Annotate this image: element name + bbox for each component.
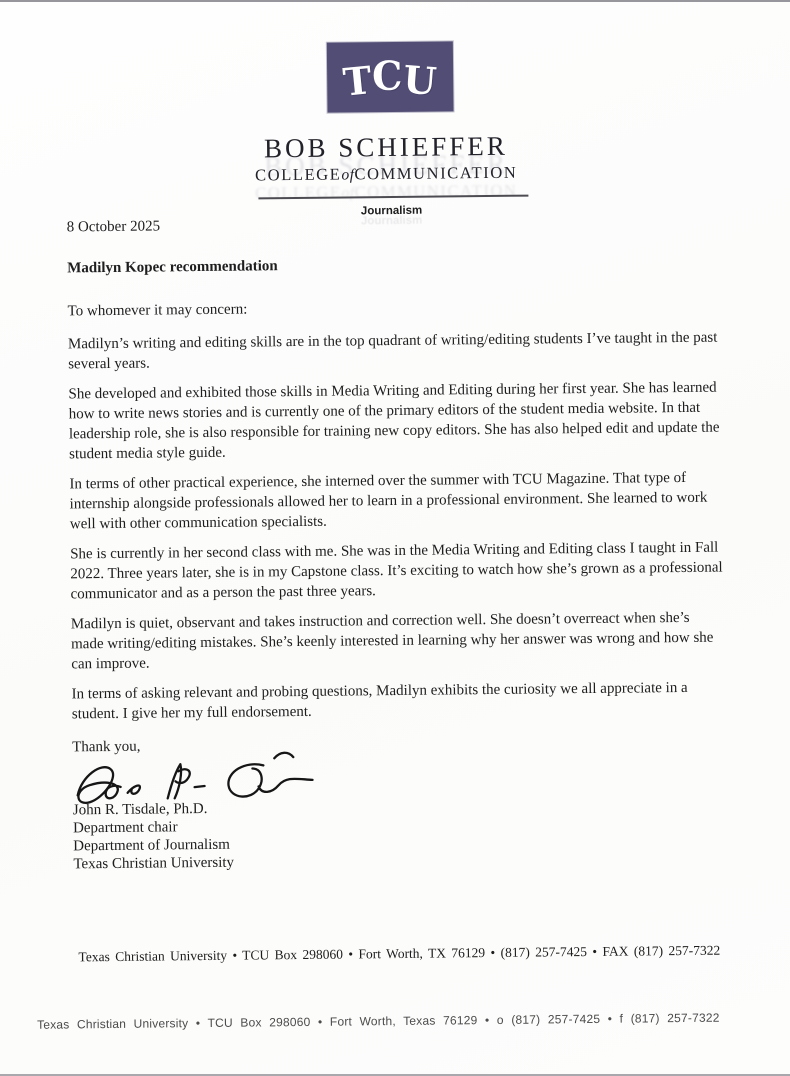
body-paragraph-2: She developed and exhibited those skills in Media Writing and Editing during her first year. She has learned how to write news stories and is currently one of the primary editors of the student media website. In that leadership role, she is also responsible for training new copy editors. She has also helped edit and update the student media style guide.: [68, 379, 720, 463]
date-line: 8 October 2025: [66, 218, 161, 236]
tcu-logo-letter-c: C: [371, 51, 404, 99]
wordmark-of: of: [341, 166, 355, 184]
signer-title: Department chair: [72, 819, 178, 837]
subject-line: Madilyn Kopec recommendation: [67, 258, 278, 277]
signer-name: John R. Tisdale, Ph.D.: [72, 800, 208, 819]
tcu-logo-letter-u: U: [401, 55, 440, 104]
college-wordmark: [0, 128, 776, 188]
tcu-logo: [327, 41, 454, 112]
body-paragraph-5: Madilyn is quiet, observant and takes instruction and correction well. She doesn’t overreact when she’s made writing/editing mistakes. She’s keenly interested in learning why her answer was wrong and how she can improve.: [70, 609, 714, 673]
footer-address-secondary: Texas Christian University • TCU Box 298060 • Fort Worth, Texas 76129 • o (817) 257-7425 • f (817) 257-7322: [37, 1010, 720, 1032]
signature-block: [73, 795, 728, 874]
body-paragraph-3: In terms of other practical experience, she interned over the summer with TCU Magazine. That type of internship alongside professionals allowed her to learn in a professional environment. She learned to work well with other communication specialists.: [69, 469, 708, 533]
signer-university: Texas Christian University: [73, 854, 235, 873]
body-paragraph-6: In terms of asking relevant and probing questions, Madilyn exhibits the curiosity we all appreciate in a student. I give her my full endorsement.: [71, 679, 688, 723]
tcu-logo-letter-t: T: [340, 56, 375, 105]
scan-edge-top: [0, 0, 790, 2]
tcu-logo-text: [340, 51, 440, 105]
signer-department: Department of Journalism: [73, 836, 230, 855]
letter-body: [67, 211, 728, 874]
closing-line: Thank you,: [72, 738, 141, 756]
footer-address-primary: Texas Christian University • TCU Box 298060 • Fort Worth, TX 76129 • (817) 257-7425 • FAX (817) 257-7322: [78, 942, 721, 965]
wordmark-college: COLLEGE: [254, 164, 342, 185]
department-label: Journalism: [360, 204, 423, 218]
salutation: To whomever it may concern:: [67, 301, 248, 320]
letterhead-divider: [258, 195, 528, 199]
wordmark-communication: COMMUNICATION: [354, 162, 518, 184]
college-wordmark-title: BOB SCHIEFFER: [263, 130, 508, 164]
body-paragraph-4: She is currently in her second class with me. She was in the Media Writing and Editing class I taught in Fall 2022. Three years later, she is in my Capstone class. It’s exciting to watch how she’s grown as a professional communicator and as a person the past three years.: [70, 539, 723, 603]
body-paragraph-1: Madilyn’s writing and editing skills are in the top quadrant of writing/editing students I’ve taught in the past several years.: [67, 329, 718, 373]
